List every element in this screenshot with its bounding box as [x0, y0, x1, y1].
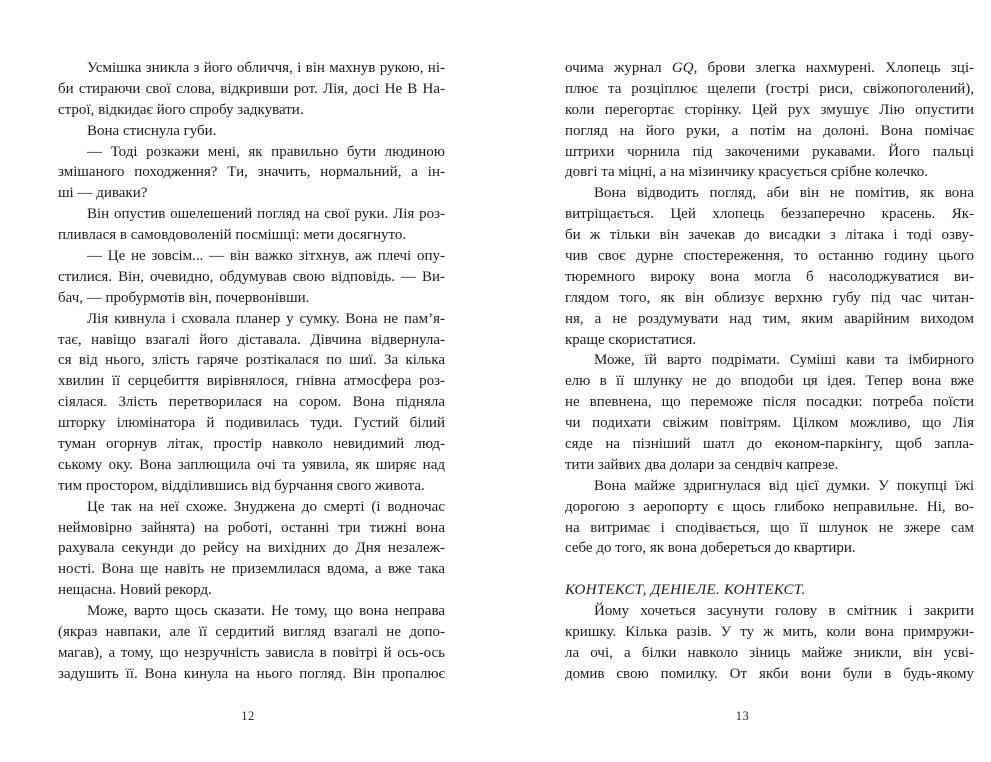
paragraph [565, 183, 974, 350]
text-line: хвилин її серцебиття вирівнялося, гнівна атмосфера роз- [58, 373, 445, 390]
page-left [58, 58, 445, 685]
paragraph [565, 350, 974, 475]
text-line: ності. Вона ще навіть не приземлилася вдома, а вже така [58, 561, 445, 578]
text-line: чи подихати свіжим повітрям. Цілком можливо, що Лія [565, 415, 974, 432]
text-line: Вона відводить погляд, аби він не помітив, як вона [594, 185, 974, 202]
text-line: краще скористатися. [565, 331, 697, 348]
text-line: Він опустив ошелешений погляд на свої руки. Лія роз- [87, 206, 445, 223]
text-line: ші — диваки? [58, 185, 148, 202]
text-line: Усмішка зникла з його обличчя, і він махнув рукою, ні- [87, 60, 445, 76]
text-line: ському оку. Вона заплющила очі та уявила, як ширяє над [58, 456, 445, 473]
text-line: КОНТЕКСТ, ДЕНІЕЛЕ. КОНТЕКСТ. [565, 582, 806, 599]
text-line: на витримає і сподівається, що її шлунок не зжере сам [565, 519, 974, 536]
text-segment: очима журнал [565, 60, 672, 76]
text-line: погляд на його руки, а потім на долоні. Вона помічає [565, 122, 974, 139]
paragraph [565, 58, 974, 183]
text-line: — Це не зовсім... — він важко зітхнув, аж плечі опу- [87, 248, 445, 265]
text-segment: , брови злегка нахмурені. Хлопець зці- [693, 60, 974, 76]
text-line: Це так на неї схоже. Знуджена до смерті (і водночас [87, 498, 445, 515]
text-line: ся від нього, злість гаряче розтікалася по шиї. За кілька [58, 352, 445, 369]
text-line: Може, варто щось сказати. Не тому, що вона неправа [87, 603, 445, 620]
page-number-left: 12 [241, 709, 255, 723]
text-line: довгі та міцні, а на мізинчику красується срібне колечко. [565, 164, 929, 181]
paragraph [58, 246, 445, 309]
text-line: кришку. Кілька разів. У ту ж мить, коли вона примружи- [565, 624, 974, 641]
text-line: тає, навіщо взагалі його діставала. Дівчина відвернула- [58, 331, 445, 348]
text-line: задушить її. Вона кинула на нього погляд. Він пропалює [58, 665, 445, 682]
text-line: ла очі, а білки навколо зіниць майже зникли, він усві- [565, 644, 974, 661]
text-line: Йому хочеться засунути голову в смітник і закрити [594, 603, 974, 620]
text-line: рахувала секунди до рейсу на вихідних до Дня незалеж- [58, 540, 445, 557]
text-line: змішаного походження? Ти, значить, нормальний, а ін- [58, 164, 445, 181]
text-line: магав), а тому, що незручність зависла в повітрі й ось-ось [58, 644, 445, 661]
text-line: би ж тільки він зачекав до висадки з літака і тоді озву- [565, 227, 974, 244]
page-right [565, 58, 974, 685]
text-line: витріщається. Цей хлопець беззаперечно красень. Як- [565, 206, 974, 223]
text-line: плює та розціплює щелепи (гострі риси, свіжопоголений), [565, 80, 974, 97]
text-line: строї, відкидає його спробу задкувати. [58, 101, 304, 118]
text-line: шторку ілюмінатора й подивилась туди. Густий білий [58, 415, 445, 432]
text-line: пливлася в самовдоволеній посмішці: мети досягнуто. [58, 227, 407, 244]
page-number-right: 13 [735, 709, 750, 723]
text-line: туман огорнув літак, простір навколо невидимий люд- [58, 436, 445, 453]
text-line: нещасна. Новий рекорд. [58, 582, 212, 599]
text-line: Вона стиснула губи. [87, 122, 217, 139]
text-line: — Тоді розкажи мені, як правильно бути людиною [87, 143, 445, 160]
text-line: сіялася. Злість перетворилася на сором. Вона підняла [58, 394, 445, 411]
text-line: би стираючи свої слова, відкривши рот. Лія, досі Не В На- [58, 80, 445, 97]
text-line: глядом того, як він облизує верхню губу під час читан- [565, 289, 974, 306]
text-line: тюремного вироку вона могла б насолоджуватися ви- [565, 268, 974, 285]
paragraph [58, 309, 445, 497]
paragraph [58, 121, 445, 142]
text-line: не впевнена, що переможе після посадки: потреба поїсти [565, 394, 974, 411]
paragraph [58, 204, 445, 246]
text-line: штрихи чорнила під закоченими рукавами. Його пальці [565, 143, 974, 160]
paragraph [58, 58, 445, 121]
text-line: тити зайвих два долари за сендвіч капрезе. [565, 456, 839, 473]
text-line: Лія кивнула і сховала планер у сумку. Вона не пам’я- [87, 310, 445, 327]
text-line: ня, а не роздумувати над тим, яким аварійним виходом [565, 310, 974, 327]
text-line: стилися. Він, очевидно, обдумував свою відповідь. — Ви- [58, 268, 445, 285]
text-line: дорогою з аеропорту є щось глибоко неправильне. Ні, во- [565, 498, 974, 515]
text-line: коли перегортає сторінку. Цей рух змушує Лію опустити [565, 101, 974, 118]
text-line: елю в її шлунку не до вподоби ця ідея. Тепер вона вже [565, 373, 974, 390]
paragraph [58, 142, 445, 205]
text-line: домив свою помилку. От якби вони були в будь-якому [565, 665, 974, 682]
italic-text: GQ [671, 60, 694, 76]
paragraph [565, 476, 974, 560]
paragraph [58, 497, 445, 601]
text-line: сяде на пізніший шатл до економ-паркінгу, щоб запла- [565, 436, 974, 453]
text-line: Може, їй варто подрімати. Суміші кави та імбирного [594, 352, 974, 369]
text-line: Вона майже здригнулася від цієї думки. У покупці їжі [594, 477, 974, 494]
text-line [565, 58, 974, 79]
paragraph [565, 580, 974, 601]
text-line: тим простором, відділившись від бурчання свого живота. [58, 477, 425, 494]
text-line: чив своє дурне спостереження, то останню годину цього [565, 248, 974, 265]
text-line: себе до того, як вона добереться до квартири. [565, 540, 856, 557]
paragraph [565, 601, 974, 685]
text-line: неймовірно зайнята) на роботі, останні три тижні вона [58, 519, 445, 536]
text-line: бач, — пробурмотів він, почервонівши. [58, 289, 310, 306]
text-line: (якраз навпаки, але її сердитий вигляд взагалі не допо- [58, 624, 445, 641]
paragraph [58, 601, 445, 685]
